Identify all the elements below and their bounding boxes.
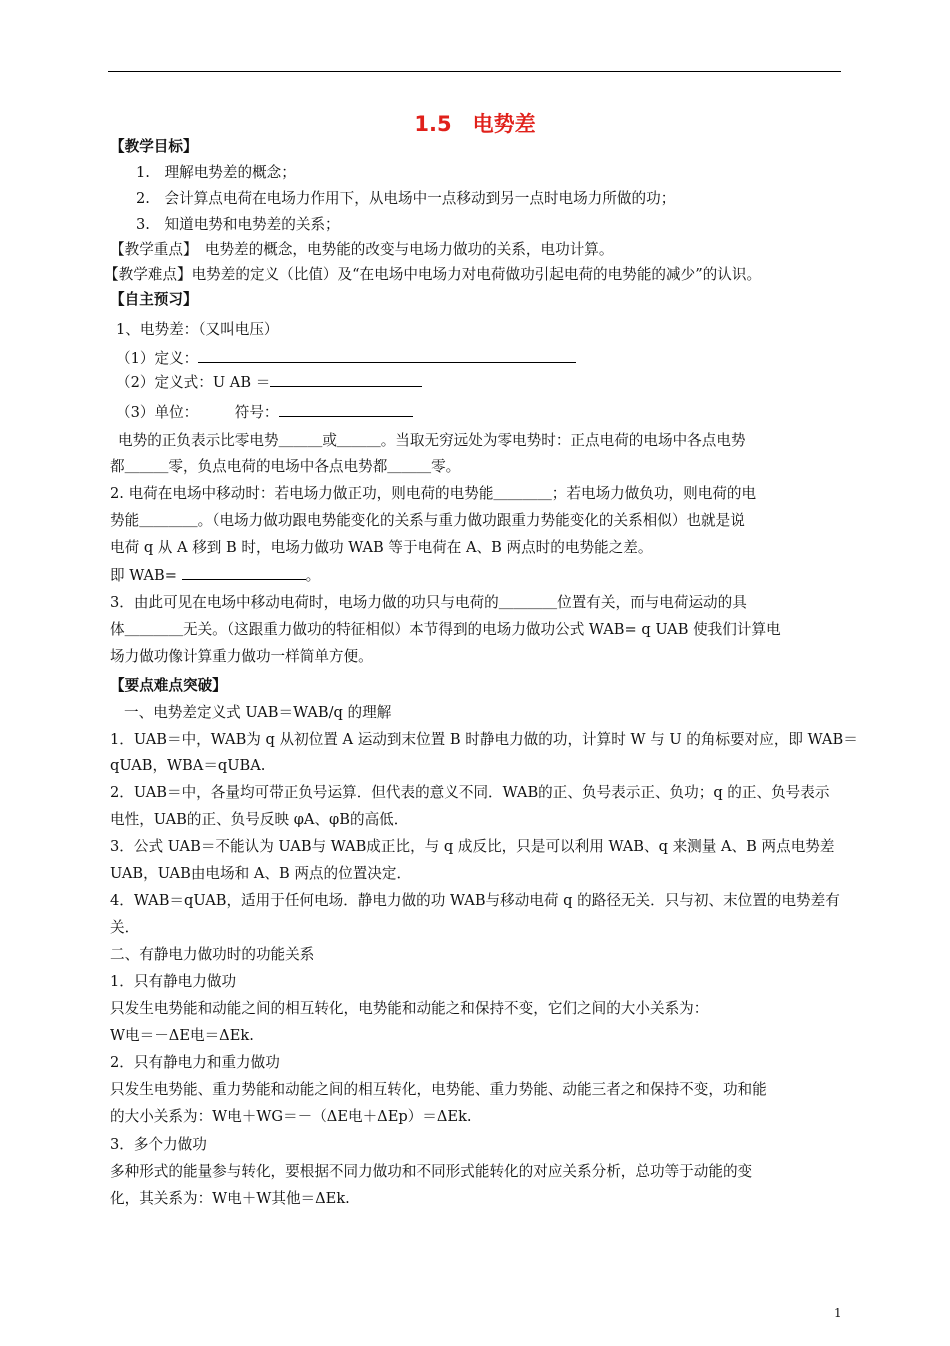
case-3-formula: 化，其关系为：W电＋W其他＝ΔEk. [110,1190,350,1207]
page-number: 1 [834,1306,842,1320]
heading-preview: 【自主预习】 [110,291,198,308]
work-line: 即 WAB= 。 [110,567,321,584]
section-2-title: 二、有静电力做功时的功能关系 [110,946,315,963]
preview-text-4: 势能＿＿＿＿。（电场力做功跟电势能变化的关系与重力做功跟重力势能变化的关系相似）也就是说 [110,512,745,529]
page-title: 1.5 电势差 [414,112,536,136]
unit-line: （3）单位： 符号： [116,402,413,423]
case-3-text: 多种形式的能量参与转化，要根据不同力做功和不同形式能转化的对应关系分析，总功等于动能的变 [110,1163,753,1180]
point-4a: 4．WAB＝qUAB，适用于任何电场．静电力做的功 WAB与移动电荷 q 的路径无关．只与初、末位置的电势差有 [110,892,840,909]
objective-1: 1. 理解电势差的概念； [136,164,296,181]
heading-objectives: 【教学目标】 [110,138,198,155]
case-1-title: 1．只有静电力做功 [110,973,237,990]
point-2a: 2．UAB＝中，各量均可带正负号运算．但代表的意义不同．WAB的正、负号表示正、负功；q 的正、负号表示 [110,784,830,801]
case-3-title: 3．多个力做功 [110,1136,207,1153]
point-1a: 1．UAB＝中，WAB为 q 从初位置 A 运动到末位置 B 时静电力做的功，计算时 W 与 U 的角标要对应，即 WAB＝ [110,731,858,748]
preview-text-7: 体＿＿＿＿无关。（这跟重力做功的特征相似）本节得到的电场力做功公式 WAB= q UAB 使我们计算电 [110,621,781,638]
header-rule [108,71,841,72]
preview-text-2: 都＿＿＿零，负点电荷的电场中各点电势都＿＿＿零。 [110,458,461,475]
work-blank[interactable] [182,565,306,580]
point-4b: 关． [110,919,140,936]
case-2-text: 只发生电势能、重力势能和动能之间的相互转化，电势能、重力势能、动能三者之和保持不变，功和能 [110,1081,767,1098]
case-2-formula: 的大小关系为：W电＋WG＝－（ΔE电＋ΔEp）＝ΔEk. [110,1108,472,1125]
formula-blank[interactable] [270,372,422,387]
point-3b: UAB，UAB由电场和 A、B 两点的位置决定． [110,865,412,882]
difficult-points: 【教学难点】电势差的定义（比值）及“在电场中电场力对电荷做功引起电荷的电势能的减少”的认识。 [104,266,762,283]
preview-text-5: 电荷 q 从 A 移到 B 时，电场力做功 WAB 等于电荷在 A、B 两点时的电势能之差。 [110,539,653,556]
objective-2: 2. 会计算点电荷在电场力作用下，从电场中一点移动到另一点时电场力所做的功； [136,190,676,207]
preview-text-1: 电势的正负表示比零电势＿＿＿或＿＿＿。当取无穷远处为零电势时：正点电荷的电场中各点电势 [118,432,746,449]
preview-text-3: 2. 电荷在电场中移动时：若电场力做正功，则电荷的电势能＿＿＿＿；若电场力做负功，则电荷的电 [110,485,757,502]
point-2b: 电性，UAB的正、负号反映 φA、φB的高低． [110,811,409,828]
objective-3: 3. 知道电势和电势差的关系； [136,216,340,233]
key-points: 【教学重点】 电势差的概念，电势能的改变与电场力做功的关系，电功计算。 [110,241,614,258]
section-1-title: 一、电势差定义式 UAB＝WAB/q 的理解 [124,704,392,721]
case-1-formula: W电＝－ΔE电＝ΔEk. [110,1027,254,1044]
preview-text-6: 3．由此可见在电场中移动电荷时，电场力做的功只与电荷的＿＿＿＿位置有关，而与电荷运动的具 [110,594,747,611]
case-1-text: 只发生电势能和动能之间的相互转化，电势能和动能之和保持不变，它们之间的大小关系为： [110,1000,709,1017]
case-2-title: 2．只有静电力和重力做功 [110,1054,280,1071]
definition-blank[interactable] [198,348,576,363]
formula-line: （2）定义式：U AB ＝ [116,372,422,393]
heading-breakthrough: 【要点难点突破】 [110,677,227,694]
symbol-blank[interactable] [279,402,413,417]
definition-line: （1）定义： [116,348,576,369]
point-1b: qUAB，WBA＝qUBA. [110,757,266,774]
point-3a: 3．公式 UAB＝不能认为 UAB与 WAB成正比，与 q 成反比，只是可以利用 WAB、q 来测量 A、B 两点电势差 [110,838,835,855]
preview-text-8: 场力做功像计算重力做功一样简单方便。 [110,648,373,665]
preview-item-1: 1、电势差：（又叫电压） [116,321,279,338]
